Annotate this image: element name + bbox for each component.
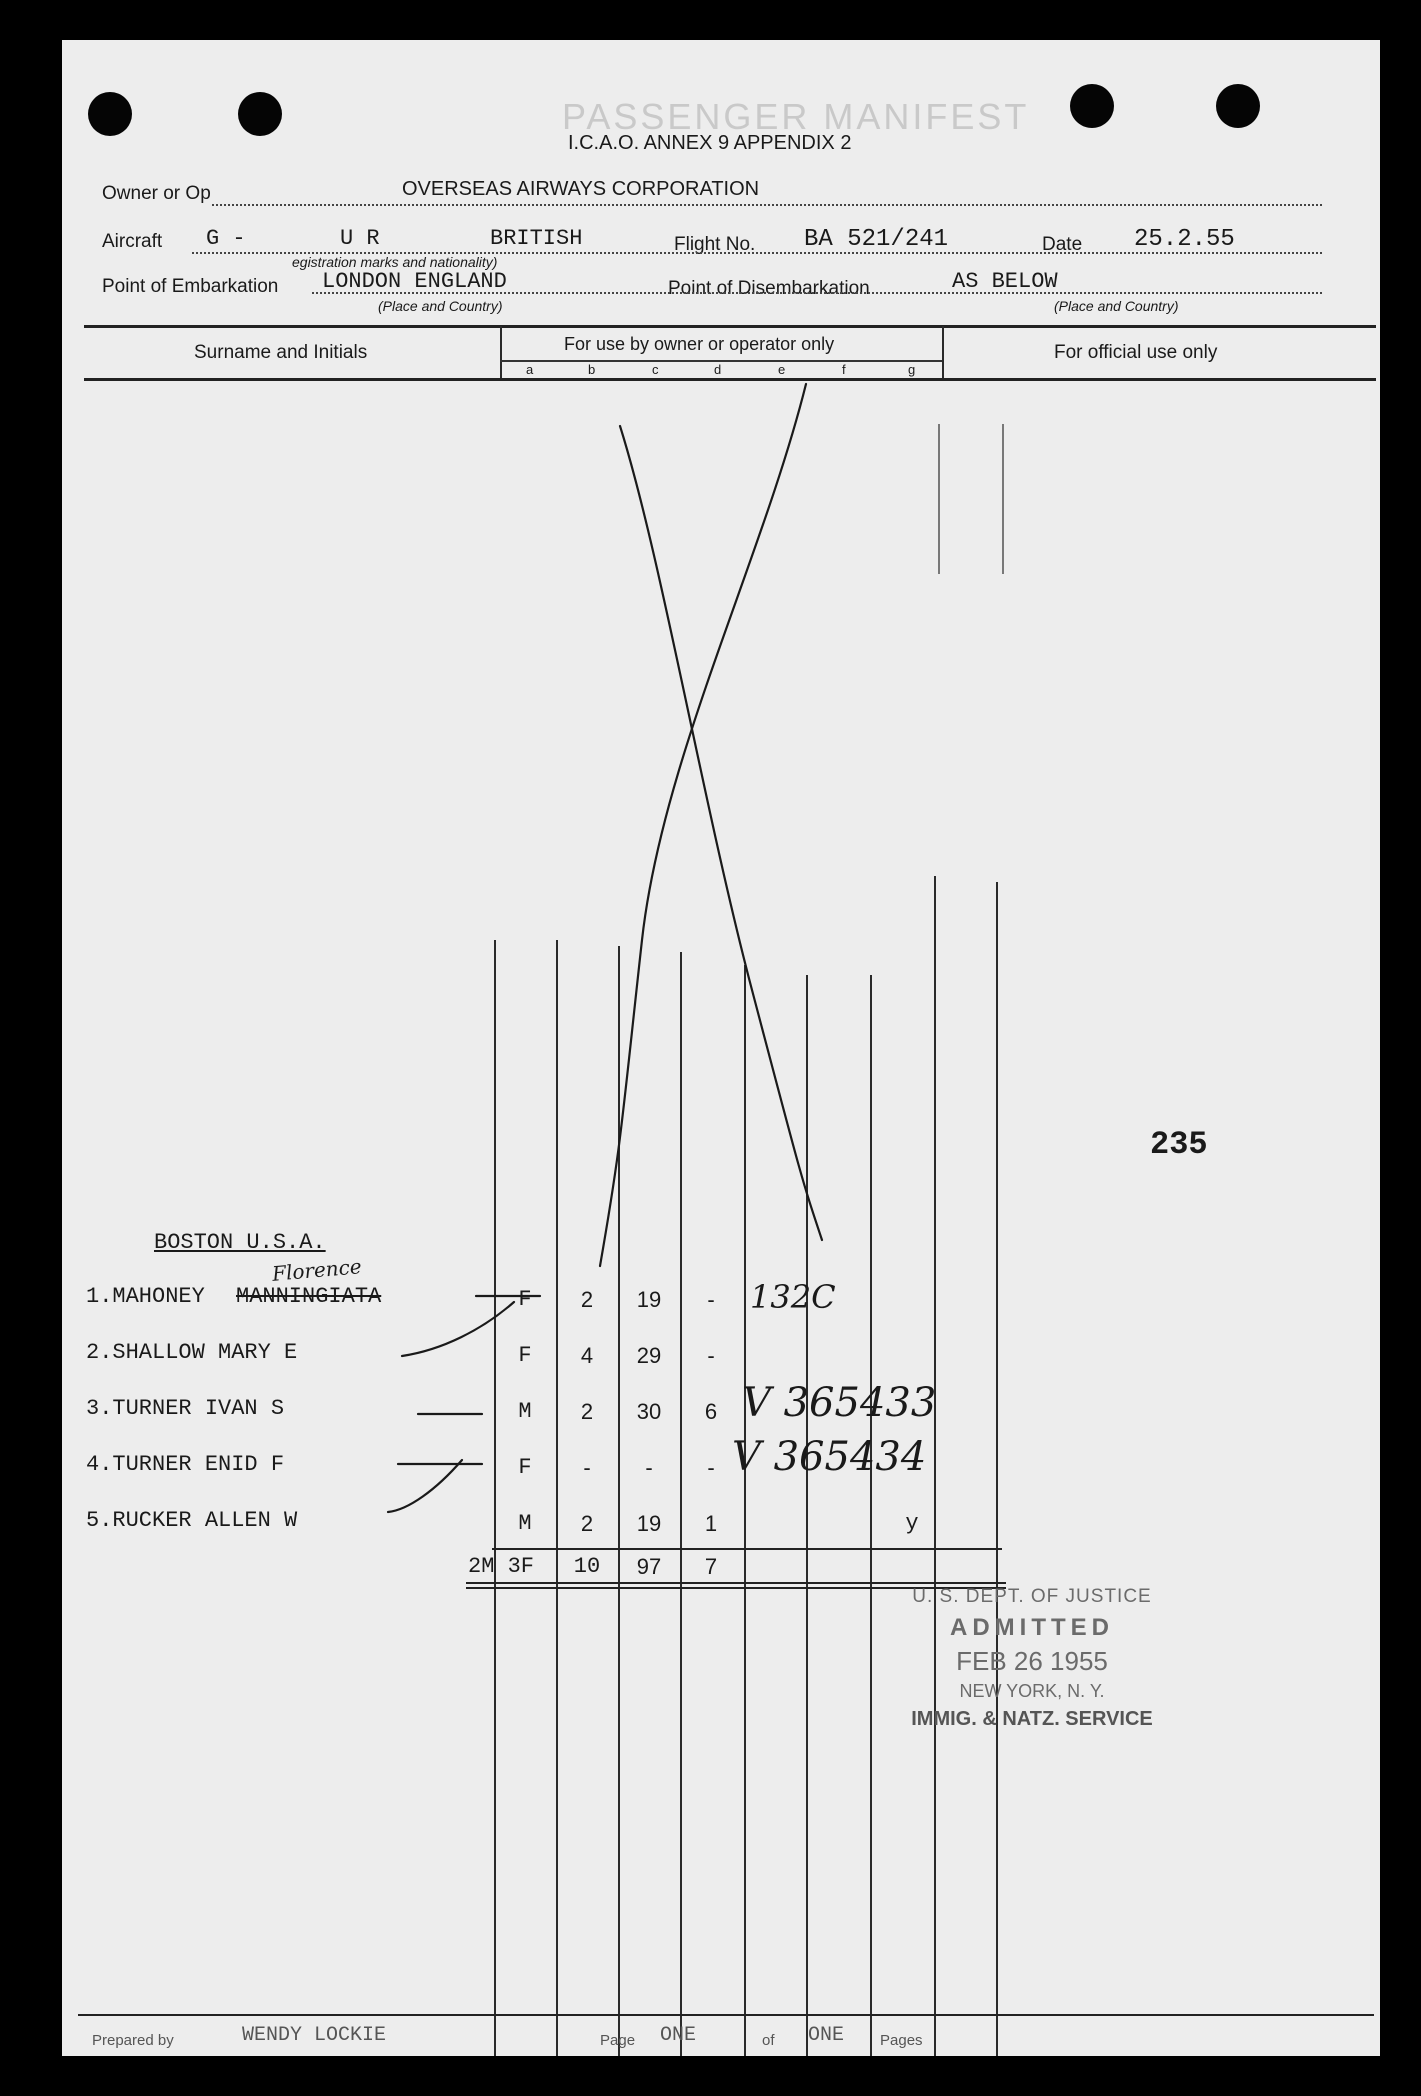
passenger-name: 2.SHALLOW MARY E <box>86 1340 298 1365</box>
prepared-value: WENDY LOCKIE <box>242 2024 387 2047</box>
cell-d: 6 <box>704 1399 718 1424</box>
cell-b: 4 <box>580 1343 594 1368</box>
cell-c: 19 <box>636 1287 662 1312</box>
faded-title: PASSENGER MANIFEST <box>562 96 1030 137</box>
cell-a: F <box>518 1343 532 1368</box>
aircraft-label: Aircraft <box>102 231 163 252</box>
place-note-2: (Place and Country) <box>1054 298 1179 314</box>
cell-e: V 365433 <box>742 1380 937 1426</box>
place-note-1: (Place and Country) <box>378 298 503 314</box>
page-value: ONE <box>660 2024 697 2047</box>
cell-b: 2 <box>580 1287 594 1312</box>
owner-label: Owner or Op <box>102 183 211 204</box>
passenger-name: 4.TURNER ENID F <box>86 1452 285 1477</box>
aircraft-reg: U R <box>340 226 380 251</box>
cell-b: 2 <box>580 1399 594 1424</box>
col-surname-header: Surname and Initials <box>194 342 368 363</box>
subcol-label-c: c <box>652 362 659 377</box>
cell-a: F <box>518 1455 532 1480</box>
cross-out-stroke <box>620 426 822 1240</box>
cell-c: 19 <box>636 1511 662 1536</box>
of-value: ONE <box>808 2024 845 2047</box>
handwritten-marks <box>62 40 1380 2056</box>
disembark-label: Point of Disembarkation <box>668 278 870 299</box>
cross-out-stroke <box>600 384 806 1266</box>
cell-a: M <box>518 1399 532 1424</box>
passenger-name: 5.RUCKER ALLEN W <box>86 1508 298 1533</box>
aircraft-note: egistration marks and nationality) <box>292 254 498 270</box>
total-c: 97 <box>636 1554 662 1579</box>
form-subtitle: I.C.A.O. ANNEX 9 APPENDIX 2 <box>568 132 852 154</box>
stamp-line3: FEB 26 1955 <box>956 1646 1108 1676</box>
stamp-line2: ADMITTED <box>950 1614 1114 1641</box>
name-annotation: Florence <box>271 1254 363 1286</box>
cell-d: - <box>707 1455 715 1480</box>
cell-b: - <box>583 1455 591 1480</box>
subcol-label-b: b <box>588 362 596 377</box>
cell-a: F <box>518 1287 532 1312</box>
subcol-label-e: e <box>778 362 786 377</box>
aircraft-nationality: BRITISH <box>490 226 583 251</box>
cell-e: 132C <box>750 1278 836 1316</box>
prepared-label: Prepared by <box>92 2032 174 2049</box>
date-value: 25.2.55 <box>1134 226 1235 253</box>
cell-d: 1 <box>704 1511 718 1536</box>
page-label: Page <box>600 2032 636 2049</box>
check-mark <box>388 1460 462 1512</box>
check-mark <box>402 1302 514 1356</box>
subcol-label-f: f <box>842 362 846 377</box>
of-label: of <box>762 2032 775 2049</box>
subcol-label-g: g <box>908 362 916 377</box>
destination-heading: BOSTON U.S.A. <box>154 1230 326 1255</box>
cell-c: 29 <box>636 1343 662 1368</box>
cell-b: 2 <box>580 1511 594 1536</box>
cell-d: - <box>707 1287 715 1312</box>
pages-label: Pages <box>880 2032 923 2049</box>
aircraft-value: G - <box>206 226 246 251</box>
subcol-label-d: d <box>714 362 722 377</box>
stamp-line4: NEW YORK, N. Y. <box>959 1681 1105 1701</box>
stamp-line5: IMMIG. & NATZ. SERVICE <box>911 1708 1153 1730</box>
flight-label: Flight No. <box>674 234 756 255</box>
cell-c: - <box>645 1455 653 1480</box>
total-d: 7 <box>704 1554 718 1579</box>
manifest-page <box>62 40 1380 2056</box>
page-number: 235 <box>1150 1126 1208 1163</box>
embark-value: LONDON ENGLAND <box>322 269 507 294</box>
col-official-header: For official use only <box>1054 342 1218 363</box>
date-label: Date <box>1042 234 1083 255</box>
total-b: 10 <box>573 1554 601 1579</box>
stamp-line1: U. S. DEPT. OF JUSTICE <box>912 1586 1152 1607</box>
owner-value: OVERSEAS AIRWAYS CORPORATION <box>402 178 760 200</box>
cell-c: 30 <box>636 1399 662 1424</box>
passenger-name: 1.MAHONEY <box>86 1284 205 1309</box>
cell-e: V 365434 <box>732 1434 927 1480</box>
col-operator-header: For use by owner or operator only <box>564 334 835 354</box>
total-a: 2M 3F <box>468 1554 535 1579</box>
cell-g: y <box>905 1511 919 1536</box>
subcol-label-a: a <box>526 362 534 377</box>
flight-value: BA 521/241 <box>804 226 949 253</box>
struck-name: MANNINGIATA <box>236 1284 382 1309</box>
disembark-value: AS BELOW <box>952 269 1058 294</box>
embark-label: Point of Embarkation <box>102 276 279 297</box>
cell-d: - <box>707 1343 715 1368</box>
passenger-name: 3.TURNER IVAN S <box>86 1396 285 1421</box>
cell-a: M <box>518 1511 532 1536</box>
